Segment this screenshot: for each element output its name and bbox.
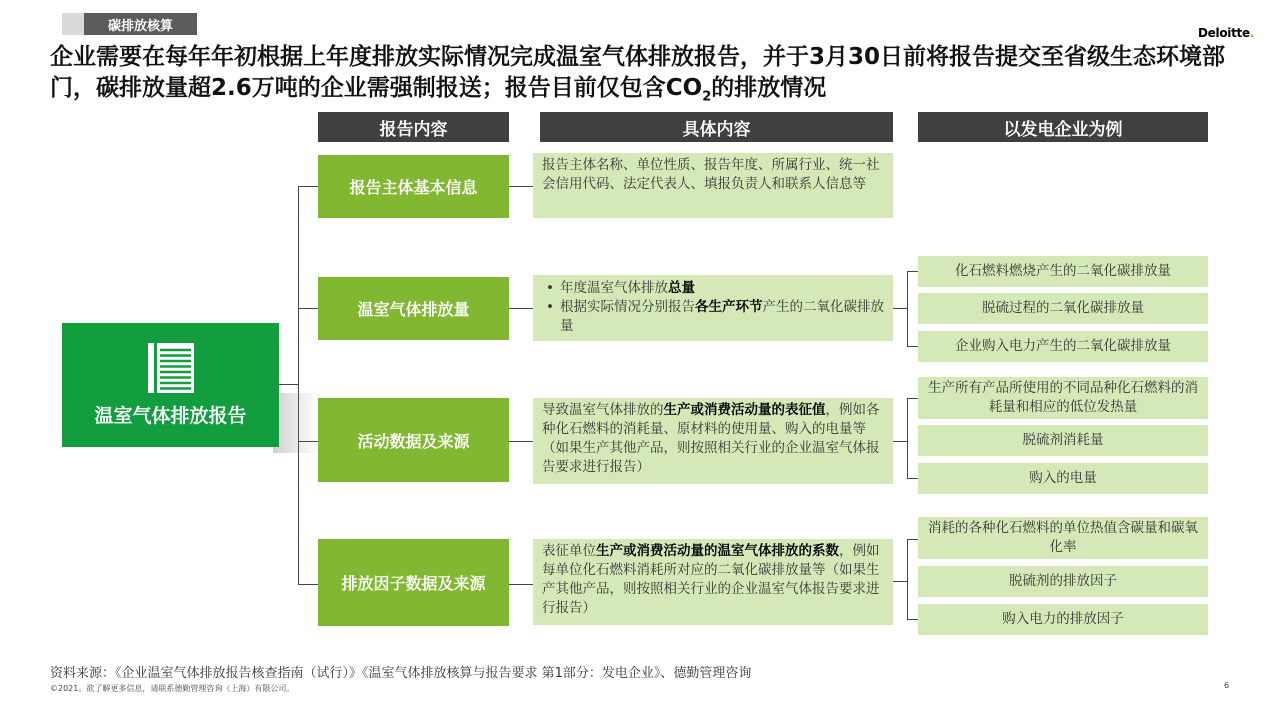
row2-bullet2 xyxy=(542,298,885,336)
row4-example3: 购入电力的排放因子 xyxy=(918,604,1208,635)
header-report-content: 报告内容 xyxy=(318,112,509,142)
row4-label: 排放因子数据及来源 xyxy=(318,539,509,626)
connector-row1 xyxy=(298,186,318,187)
connector-ex4c xyxy=(907,619,918,620)
row3-label: 活动数据及来源 xyxy=(318,398,509,482)
connector-desc1 xyxy=(509,186,533,187)
connector-ex3a xyxy=(907,398,918,399)
row2-example1: 化石燃料燃烧产生的二氧化碳排放量 xyxy=(918,256,1208,287)
row4-desc xyxy=(533,539,893,625)
section-tag-label: 碳排放核算 xyxy=(107,18,173,34)
row3-desc-text: 导致温室气体排放的 xyxy=(542,402,664,418)
connector-desc2 xyxy=(509,308,533,309)
connector-ex4 xyxy=(893,581,908,582)
row4-example1: 消耗的各种化石燃料的单位热值含碳量和碳氧化率 xyxy=(918,517,1208,559)
row2-bullet2-text-end: 产生的二氧化碳排放量 xyxy=(560,299,884,334)
document-icon xyxy=(148,343,194,393)
connector-desc4 xyxy=(509,584,533,585)
connector-ex3 xyxy=(893,441,908,442)
connector-ex4a xyxy=(907,539,918,540)
row2-bullet1-text: 年度温室气体排放 xyxy=(560,280,668,296)
section-tag xyxy=(62,13,197,35)
row3-example2: 脱硫剂消耗量 xyxy=(918,425,1208,456)
row1-desc: 报告主体名称、单位性质、报告年度、所属行业、统一社会信用代码、法定代表人、填报负责人和联系人信息等 xyxy=(533,153,893,218)
connector-trunk xyxy=(298,186,299,584)
row2-bullet2-text: 根据实际情况分别报告 xyxy=(560,299,695,315)
row3-desc-text-end: ，例如各种化石燃料的消耗量、原材料的使用量、购入的电量等（如果生产其他产品，则按照相关行业的企业温室气体报告要求进行报告） xyxy=(542,402,880,475)
page-number: 6 xyxy=(1224,681,1230,690)
row2-example2: 脱硫过程的二氧化碳排放量 xyxy=(918,293,1208,324)
row3-desc-bold: 生产或消费活动量的表征值 xyxy=(663,402,826,418)
title-text: 企业需要在每年年初根据上年度排放实际情况完成温室气体排放报告，并于3月30日前将报告提交至省级生态环境部门，碳排放量超2.6万吨的企业需强制报送；报告目前仅包含CO xyxy=(50,44,1226,101)
row2-label: 温室气体排放量 xyxy=(318,277,509,340)
title-subscript: 2 xyxy=(702,89,712,105)
row2-bullet1-bold: 总量 xyxy=(668,280,695,296)
source-note: 资料来源：《企业温室气体排放报告核查指南（试行）》《温室气体排放核算与报告要求 第1部分：发电企业》、德勤管理咨询 xyxy=(50,666,752,681)
header-detail-content: 具体内容 xyxy=(540,112,893,142)
connector-ex2 xyxy=(893,308,908,309)
logo-text: Deloitte xyxy=(1198,26,1250,40)
connector-row4 xyxy=(298,584,318,585)
connector-ex2-trunk xyxy=(907,271,908,347)
copyright: ©2021。欲了解更多信息，请联系德勤管理咨询（上海）有限公司。 xyxy=(50,684,295,693)
header-example: 以发电企业为例 xyxy=(918,112,1208,142)
main-report-box xyxy=(62,323,279,447)
connector-row2 xyxy=(298,308,318,309)
tag-edge xyxy=(62,13,84,35)
row3-desc xyxy=(533,398,893,484)
row2-example3: 企业购入电力产生的二氧化碳排放量 xyxy=(918,331,1208,362)
connector-ex3-trunk xyxy=(907,398,908,479)
row2-bullet1 xyxy=(542,279,885,298)
row4-desc-bold: 生产或消费活动量的温室气体排放的系数 xyxy=(596,543,839,559)
connector-main xyxy=(279,384,299,385)
logo-dot: . xyxy=(1249,26,1255,40)
row3-example3: 购入的电量 xyxy=(918,463,1208,494)
title-text-end: 的排放情况 xyxy=(711,75,827,101)
row4-desc-text: 表征单位 xyxy=(542,543,596,559)
row2-desc xyxy=(533,275,893,341)
row2-bullet2-bold: 各生产环节 xyxy=(695,299,763,315)
row1-label: 报告主体基本信息 xyxy=(318,155,509,218)
main-box-shadow xyxy=(273,393,318,453)
connector-ex2a xyxy=(907,271,918,272)
page-title xyxy=(50,42,1230,113)
connector-ex3c xyxy=(907,478,918,479)
connector-desc3 xyxy=(509,441,533,442)
row3-example1: 生产所有产品所使用的不同品种化石燃料的消耗量和相应的低位发热量 xyxy=(918,377,1208,419)
deloitte-logo xyxy=(1198,26,1254,40)
connector-ex4-trunk xyxy=(907,539,908,620)
connector-ex2c xyxy=(907,346,918,347)
row4-example2: 脱硫剂的排放因子 xyxy=(918,566,1208,597)
main-box-label: 温室气体排放报告 xyxy=(94,404,247,427)
row4-desc-text-end: ，例如每单位化石燃料消耗所对应的二氧化碳排放量等（如果生产其他产品，则按照相关行业的企业温室气体报告要求进行报告） xyxy=(542,543,880,616)
